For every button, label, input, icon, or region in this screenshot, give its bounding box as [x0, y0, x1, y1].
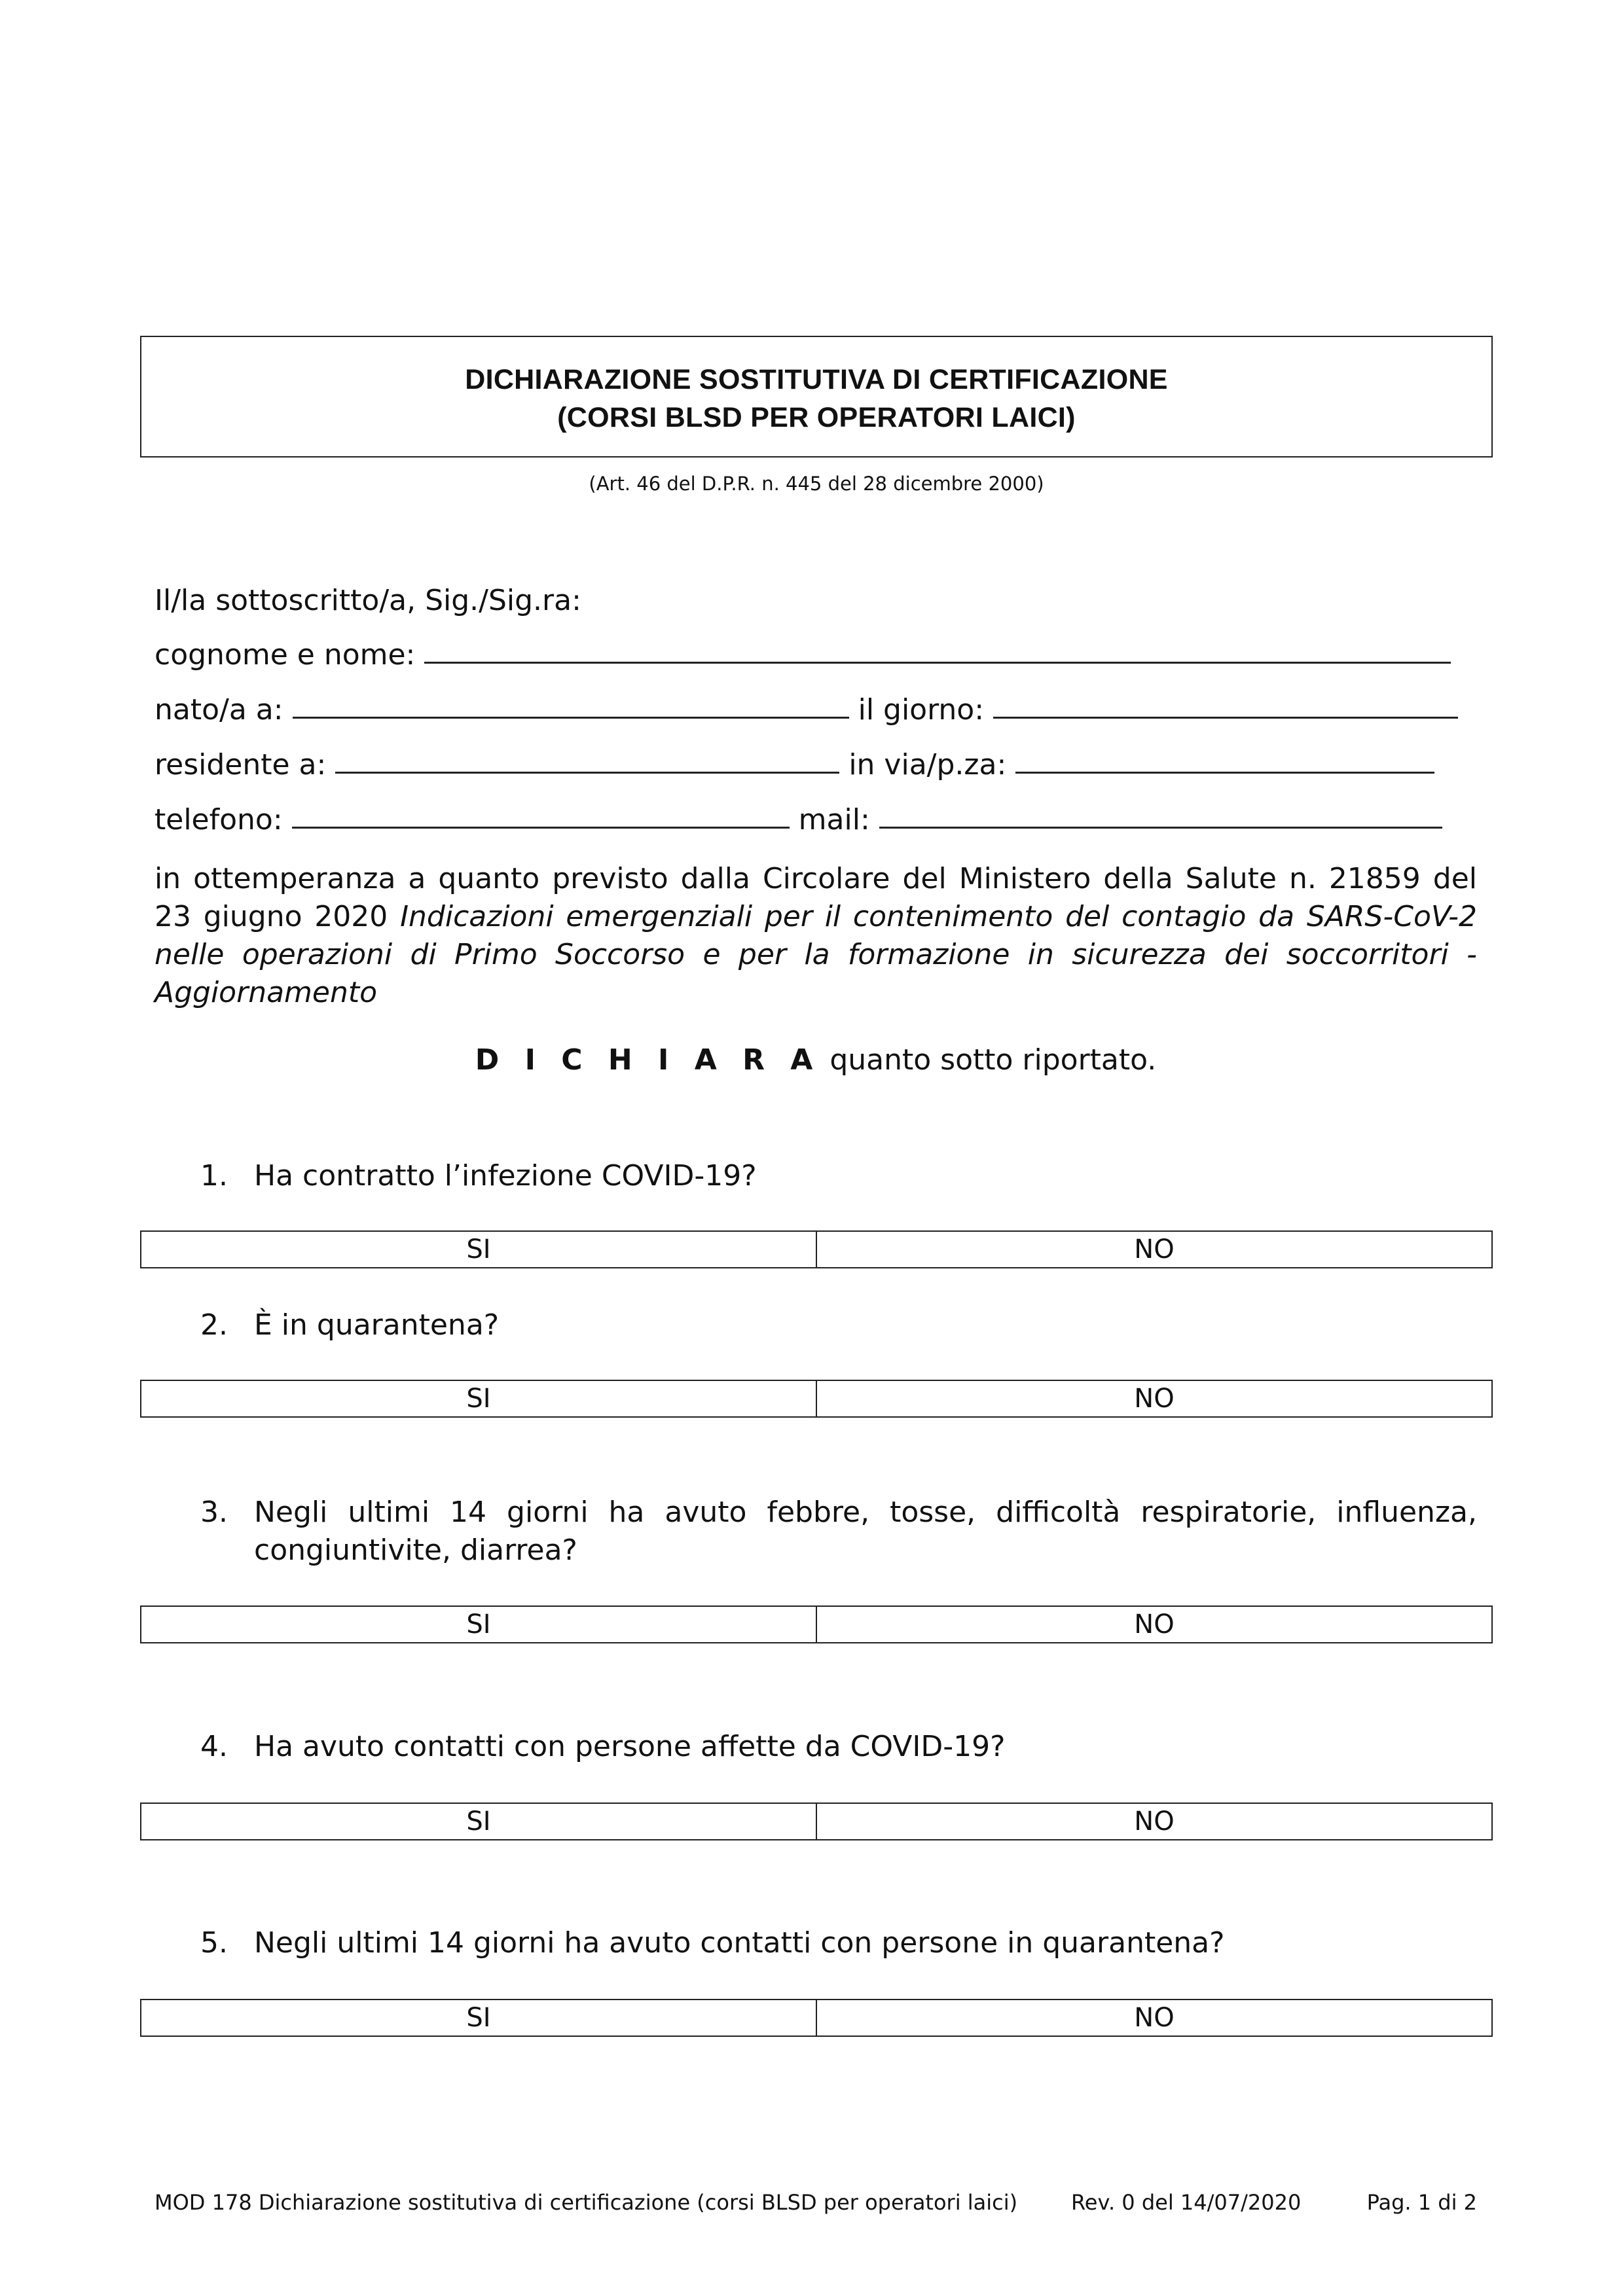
street-field[interactable] [1015, 772, 1434, 774]
question-number: 5. [200, 1926, 228, 1960]
declaration-heading [155, 1043, 1477, 1077]
name-label: cognome e nome: [155, 638, 416, 672]
intro-text: Il/la sottoscritto/a, Sig./Sig.ra: [155, 584, 581, 617]
mail-label: mail: [798, 803, 870, 836]
question-number: 1. [200, 1159, 228, 1193]
declaration-keyword: D I C H I A R A [475, 1043, 821, 1077]
answer-yes-2[interactable]: SI [141, 1381, 817, 1416]
question-5 [200, 1924, 1477, 1962]
phone-field[interactable] [292, 827, 790, 829]
question-text: Ha contratto l’infezione COVID-19? [254, 1159, 757, 1193]
answer-row-5 [140, 1999, 1493, 2037]
residence-field[interactable] [335, 772, 839, 774]
question-text: Negli ultimi 14 giorni ha avuto febbre, tosse, difficoltà respiratorie, influenza, congiuntivite, diarrea? [254, 1496, 1477, 1567]
answer-no-5[interactable]: NO [1134, 2003, 1175, 2033]
document-title: DICHIARAZIONE SOSTITUTIVA DI CERTIFICAZIONE [465, 364, 1168, 395]
question-2 [200, 1306, 1477, 1344]
answer-no-1[interactable]: NO [1134, 1234, 1175, 1265]
name-field[interactable] [424, 662, 1451, 664]
answer-row-4 [140, 1803, 1493, 1840]
footer-revision: Rev. 0 del 14/07/2020 [1071, 2190, 1302, 2215]
phone-label: telefono: [155, 803, 283, 836]
question-4 [200, 1728, 1477, 1766]
birthdate-label: il giorno: [858, 693, 985, 726]
field-row-contact [155, 797, 1477, 836]
birthdate-field[interactable] [993, 717, 1458, 719]
question-text: È in quarantena? [254, 1308, 500, 1342]
answer-yes-5[interactable]: SI [141, 2000, 817, 2036]
question-number: 3. [200, 1496, 228, 1529]
birthplace-field[interactable] [293, 717, 849, 719]
answer-no-4[interactable]: NO [1134, 1806, 1175, 1837]
footer-page-number: Pag. 1 di 2 [1366, 2190, 1477, 2215]
answer-yes-3[interactable]: SI [141, 1607, 817, 1642]
question-number: 2. [200, 1308, 228, 1342]
document-subtitle: (CORSI BLSD PER OPERATORI LAICI) [557, 402, 1076, 433]
answer-row-1 [140, 1230, 1493, 1268]
declaration-rest: quanto sotto riportato. [820, 1043, 1157, 1077]
question-1 [200, 1157, 1477, 1195]
circular-title-text: Indicazioni emergenziali per il contenimento del contagio da SARS-CoV-2 nelle operazioni di Primo Soccorso e per la formazione in sicurezza dei soccorritori - Aggiornamento [155, 900, 1478, 1009]
answer-yes-4[interactable]: SI [141, 1804, 817, 1839]
footer-document-name: MOD 178 Dichiarazione sostitutiva di certificazione (corsi BLSD per operatori laici) [155, 2190, 1018, 2215]
mail-field[interactable] [879, 827, 1442, 829]
answer-yes-1[interactable]: SI [141, 1232, 817, 1267]
page-footer [155, 2190, 1477, 2215]
question-text: Negli ultimi 14 giorni ha avuto contatti con persone in quarantena? [254, 1926, 1225, 1960]
circular-paragraph [155, 860, 1477, 1012]
field-row-residence [155, 742, 1477, 781]
circular-reference-text: in ottemperanza a quanto previsto dalla Circolare del Ministero della Salute n. 21859 del 23 giugno 2020 [155, 862, 1477, 933]
street-label: in via/p.za: [848, 748, 1007, 781]
residence-label: residente a: [155, 748, 327, 781]
document-title-box [140, 336, 1493, 457]
answer-row-3 [140, 1605, 1493, 1643]
question-text: Ha avuto contatti con persone affette da COVID-19? [254, 1730, 1006, 1763]
question-number: 4. [200, 1730, 228, 1763]
field-row-birth [155, 687, 1477, 726]
answer-row-2 [140, 1380, 1493, 1418]
law-reference: (Art. 46 del D.P.R. n. 445 del 28 dicembre 2000) [589, 473, 1044, 495]
answer-no-3[interactable]: NO [1134, 1609, 1175, 1640]
question-3 [200, 1494, 1477, 1570]
birthplace-label: nato/a a: [155, 693, 283, 726]
answer-no-2[interactable]: NO [1134, 1384, 1175, 1414]
field-row-name [155, 632, 1477, 672]
